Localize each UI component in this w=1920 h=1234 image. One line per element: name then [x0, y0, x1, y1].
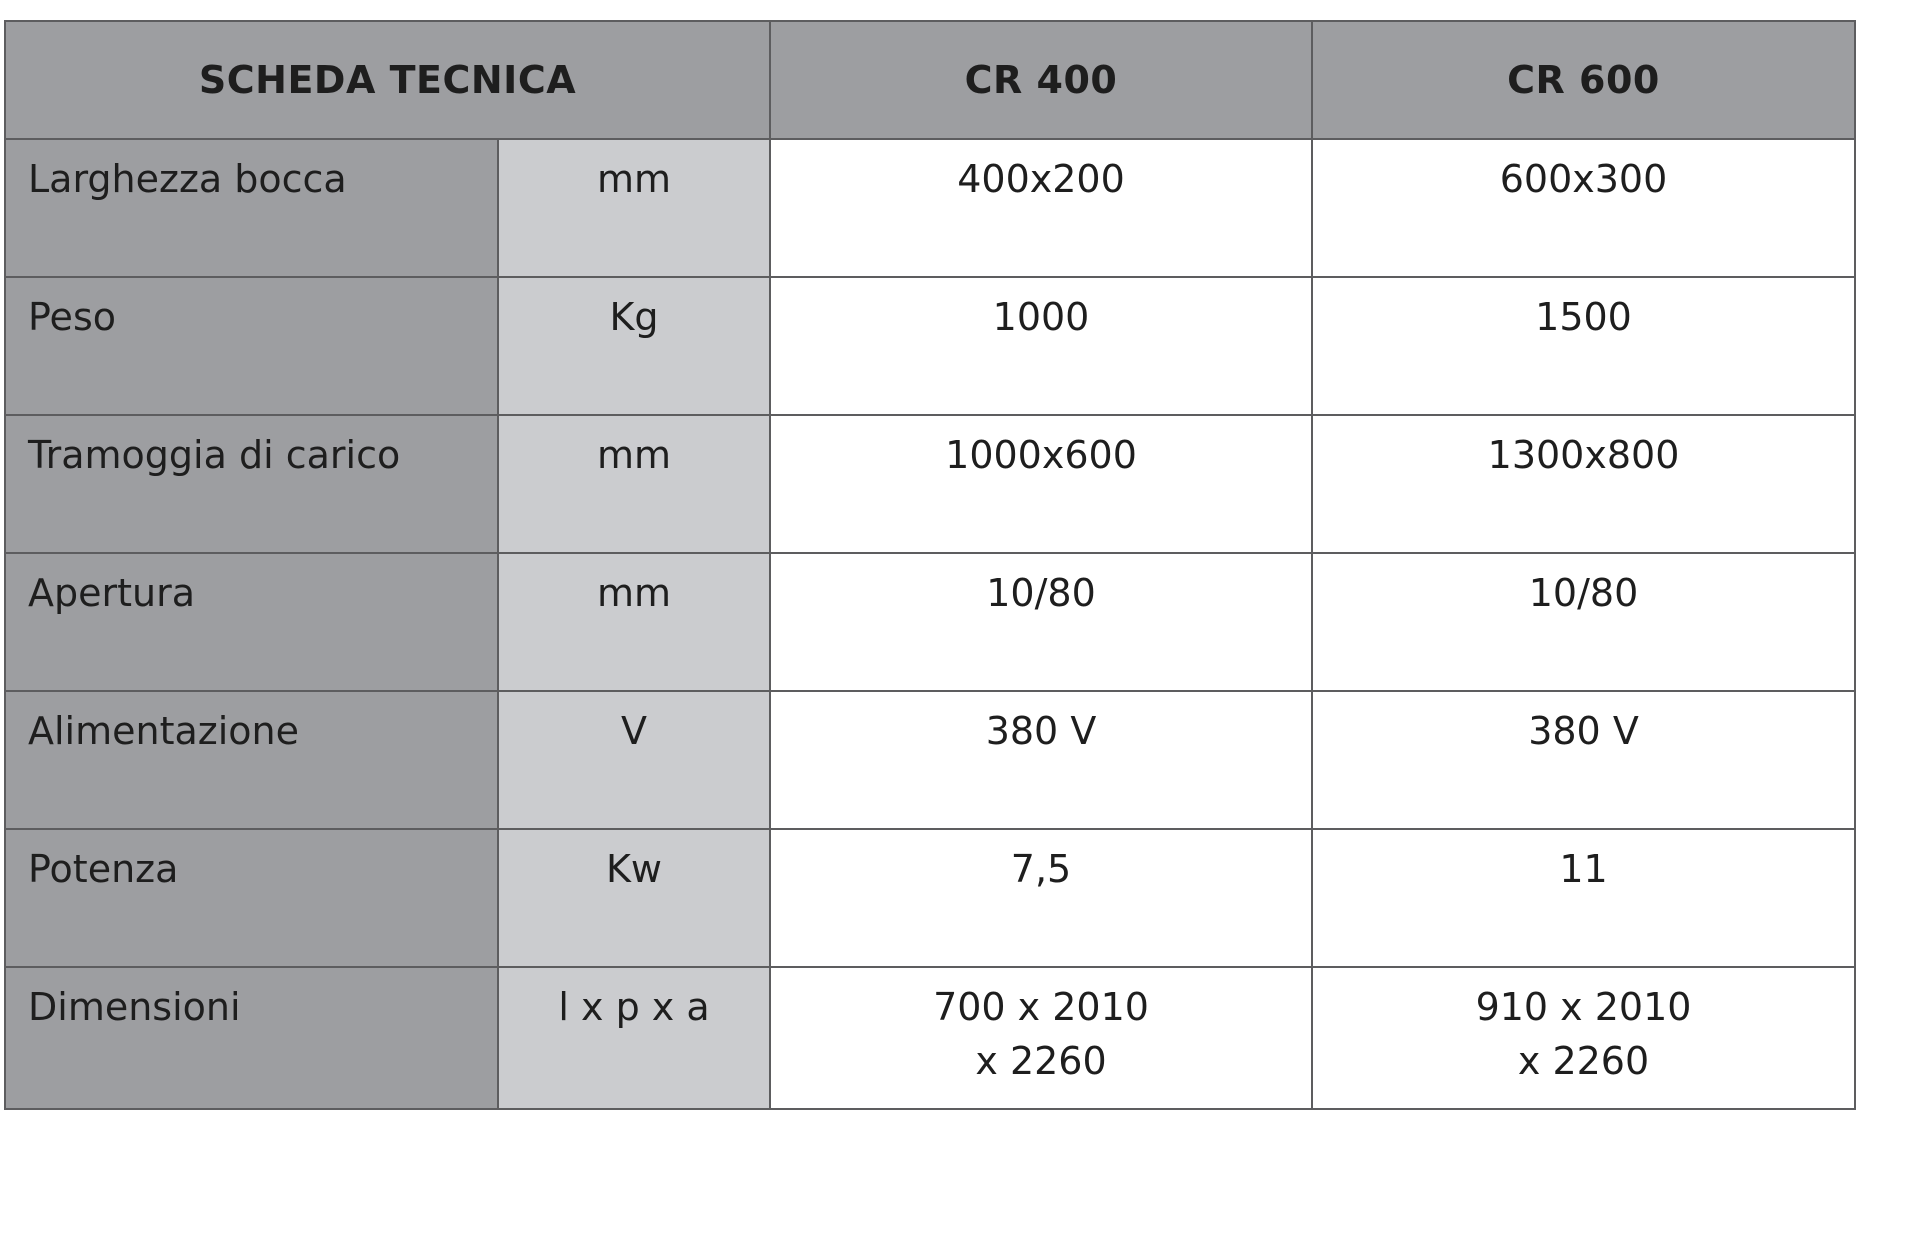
- cell-value-cr600: [1312, 691, 1855, 829]
- row-unit: l x p x a: [498, 967, 770, 1109]
- row-unit: mm: [498, 553, 770, 691]
- cell-text: 380 V: [985, 709, 1097, 753]
- cell-text: 400x200: [957, 157, 1125, 201]
- cell-value-cr600: [1312, 967, 1855, 1109]
- row-unit: mm: [498, 415, 770, 553]
- row-label: Dimensioni: [5, 967, 498, 1109]
- cell-value-cr400: [770, 829, 1312, 967]
- cell-value-cr600: [1312, 139, 1855, 277]
- row-label: Tramoggia di carico: [5, 415, 498, 553]
- cell-text: 10/80: [986, 571, 1096, 615]
- row-label: Apertura: [5, 553, 498, 691]
- cell-value-cr400: [770, 277, 1312, 415]
- cell-value-cr600: [1312, 277, 1855, 415]
- row-label: Alimentazione: [5, 691, 498, 829]
- cell-text: 600x300: [1499, 157, 1668, 201]
- cell-text: 1000x600: [945, 433, 1137, 477]
- row-unit: V: [498, 691, 770, 829]
- cell-text: 1300x800: [1487, 433, 1680, 477]
- table-row: [5, 691, 1855, 829]
- cell-value-cr600: [1312, 829, 1855, 967]
- cell-text: 10/80: [1528, 571, 1639, 615]
- cell-text: 7,5: [1010, 847, 1072, 891]
- cell-value-cr600: [1312, 415, 1855, 553]
- cell-text: 1000: [992, 295, 1090, 339]
- technical-spec-table: [4, 20, 1856, 1110]
- table-row: [5, 967, 1855, 1109]
- cell-text: 910 x 2010 x 2260: [1475, 985, 1692, 1083]
- row-label: Peso: [5, 277, 498, 415]
- cell-text: 11: [1559, 847, 1608, 891]
- cell-text: 700 x 2010 x 2260: [933, 985, 1149, 1083]
- table-row: [5, 829, 1855, 967]
- model-header-cr600: CR 600: [1312, 21, 1855, 139]
- cell-text: 1500: [1535, 295, 1632, 339]
- row-unit: mm: [498, 139, 770, 277]
- table-row: [5, 139, 1855, 277]
- cell-value-cr600: [1312, 553, 1855, 691]
- cell-value-cr400: [770, 967, 1312, 1109]
- row-label: Potenza: [5, 829, 498, 967]
- model-header-cr400: CR 400: [770, 21, 1312, 139]
- cell-value-cr400: [770, 139, 1312, 277]
- cell-value-cr400: [770, 553, 1312, 691]
- row-label: Larghezza bocca: [5, 139, 498, 277]
- table-row: [5, 415, 1855, 553]
- row-unit: Kw: [498, 829, 770, 967]
- cell-value-cr400: [770, 415, 1312, 553]
- table-row: [5, 553, 1855, 691]
- table-row: [5, 277, 1855, 415]
- header-row: [5, 21, 1855, 139]
- table-title: SCHEDA TECNICA: [5, 21, 770, 139]
- cell-text: 380 V: [1528, 709, 1639, 753]
- cell-value-cr400: [770, 691, 1312, 829]
- row-unit: Kg: [498, 277, 770, 415]
